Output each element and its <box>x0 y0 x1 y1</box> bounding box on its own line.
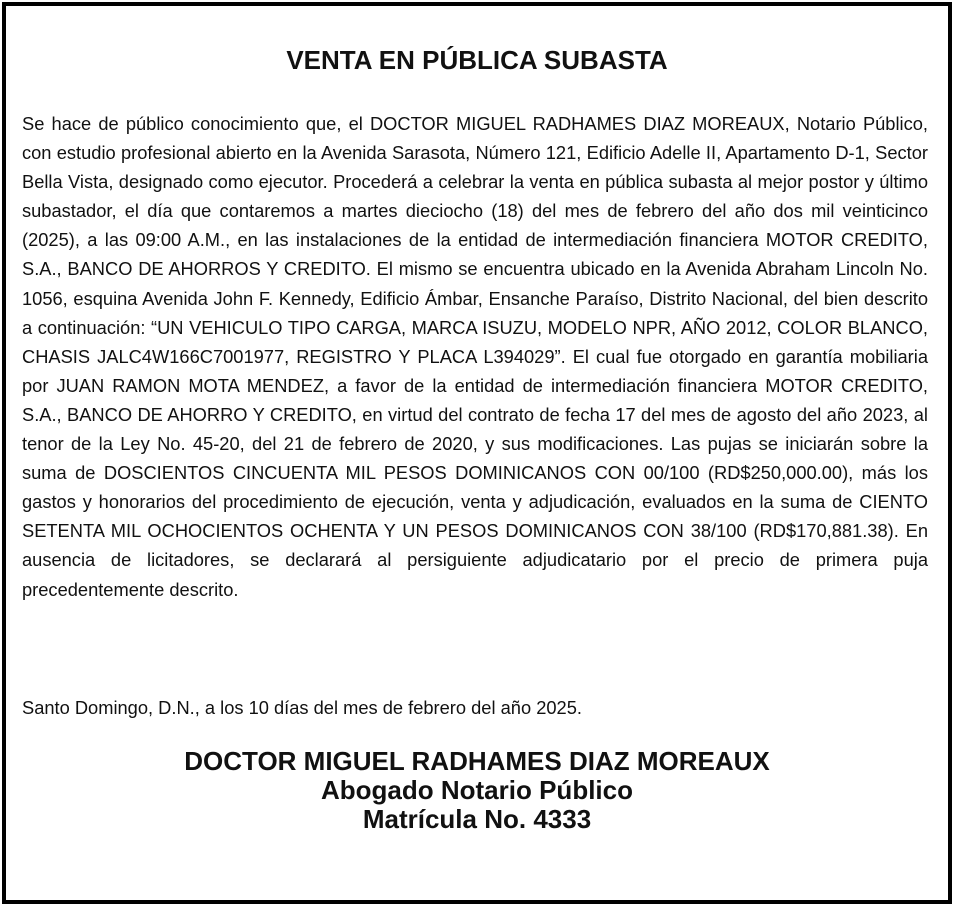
notice-body: Se hace de público conocimiento que, el DOCTOR MIGUEL RADHAMES DIAZ MOREAUX, Notario Público, con estudio profesional abierto en la Avenida Sarasota, Número 121, Edificio Adelle II, Apartamento D-1, Sector Bella Vista, designado como ejecutor. Procederá a celebrar la venta en pública subasta al mejor postor y último subastador, el día que contaremos a martes dieciocho (18) del mes de febrero del año dos mil veinticinco (2025), a las 09:00 A.M., en las instalaciones de la entidad de intermediación financiera MOTOR CREDITO, S.A., BANCO DE AHORROS Y CREDITO. El mismo se encuentra ubicado en la Avenida Abraham Lincoln No. 1056, esquina Avenida John F. Kennedy, Edificio Ámbar, Ensanche Paraíso, Distrito Nacional, del bien descrito a continuación: “UN VEHICULO TIPO CARGA, MARCA ISUZU, MODELO NPR, AÑO 2012, COLOR BLANCO, CHASIS JALC4W166C7001977, REGISTRO Y PLACA L394029”. El cual fue otorgado en garantía mobiliaria por JUAN RAMON MOTA MENDEZ, a favor de la entidad de intermediación financiera MOTOR CREDITO, S.A., BANCO DE AHORRO Y CREDITO, en virtud del contrato de fecha 17 del mes de agosto del año 2023, al tenor de la Ley No. 45-20, del 21 de febrero de 2020, y sus modificaciones. Las pujas se iniciarán sobre la suma de DOSCIENTOS CINCUENTA MIL PESOS DOMINICANOS CON 00/100 (RD$250,000.00), más los gastos y honorarios del procedimiento de ejecución, venta y adjudicación, evaluados en la suma de CIENTO SETENTA MIL OCHOCIENTOS OCHENTA Y UN PESOS DOMINICANOS CON 38/100 (RD$170,881.38). En ausencia de licitadores, se declarará al persiguiente adjudicatario por el precio de primera puja precedentemente descrito. <box>22 113 928 600</box>
signatory-title: Abogado Notario Público <box>321 775 633 805</box>
signatory-name: DOCTOR MIGUEL RADHAMES DIAZ MOREAUX <box>184 746 770 776</box>
place-and-date: Santo Domingo, D.N., a los 10 días del mes de febrero del año 2025. <box>22 697 582 718</box>
signature-block <box>6 747 948 834</box>
registration-number: Matrícula No. 4333 <box>362 804 592 834</box>
legal-notice <box>2 2 952 904</box>
notice-title: VENTA EN PÚBLICA SUBASTA <box>286 45 668 75</box>
